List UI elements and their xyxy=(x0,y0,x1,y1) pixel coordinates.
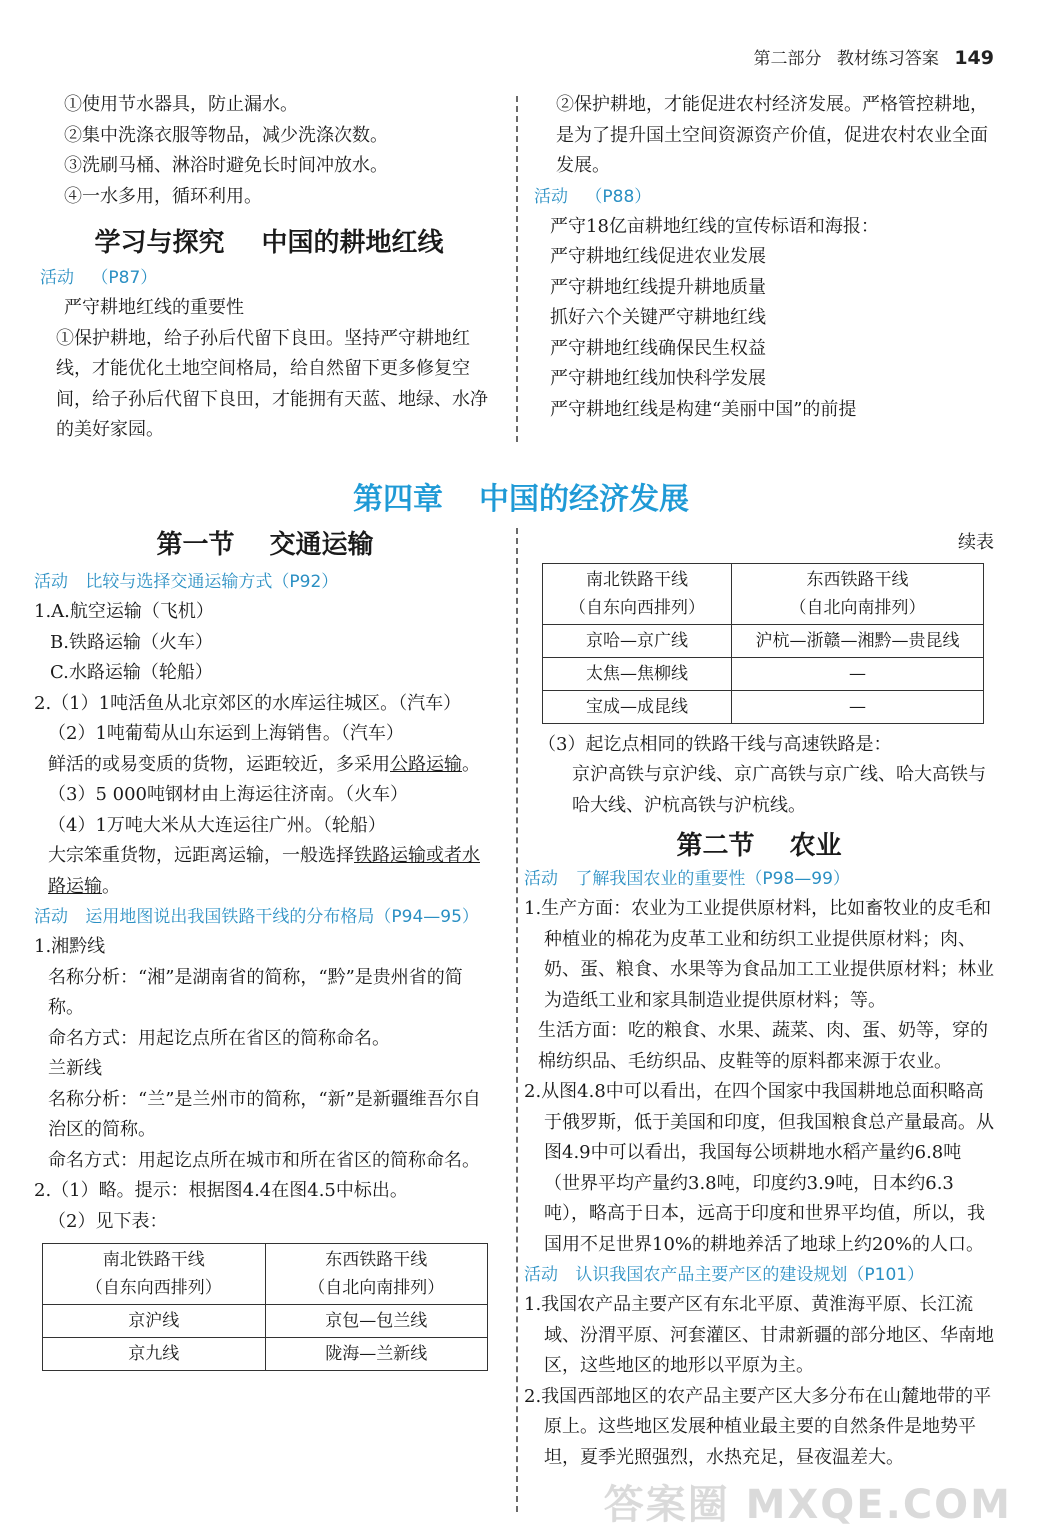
top-left-column xyxy=(40,90,498,446)
answer-line: 命名方式：用起讫点所在城市和所在省区的简称命名。 xyxy=(48,1149,480,1171)
table-cell: 京沪线 xyxy=(43,1305,266,1338)
table-header-row xyxy=(543,563,984,624)
table-cell: 宝成—成昆线 xyxy=(543,690,732,723)
table-cell: 沪杭—浙赣—湘黔—贵昆线 xyxy=(732,624,984,657)
paragraph: ①保护耕地，给子孙后代留下良田。坚持严守耕地红线，才能优化土地空间格局，给自然留下更多修复空间，给子孙后代留下良田，才能拥有天蓝、地绿、水净的美好家园。 xyxy=(56,327,488,440)
header-line: （自北向南排列） xyxy=(308,1278,445,1298)
subtitle: 严守耕地红线的重要性 xyxy=(64,297,244,318)
activity-tag: 活动 xyxy=(524,1265,558,1285)
table-header xyxy=(43,1244,266,1305)
chapter-number: 第四章 xyxy=(353,482,443,517)
table-cell: — xyxy=(732,657,984,690)
note-key: 公路运输 xyxy=(390,753,462,775)
activity-tag: 活动 xyxy=(534,186,568,207)
watermark-logo: 答案圈 MXQE.COM xyxy=(603,1482,1012,1528)
activity-tag: 活动 xyxy=(34,907,68,927)
activity-label xyxy=(524,864,994,894)
activity-label xyxy=(34,902,496,932)
slogan: 严守耕地红线促进农业发展 xyxy=(550,246,766,267)
activity-tag: 活动 xyxy=(34,572,68,592)
activity-title: 比较与选择交通运输方式（P92） xyxy=(85,572,339,592)
header-line: 东西铁路干线 xyxy=(806,569,909,590)
section-heading xyxy=(40,222,498,259)
note-end: 。 xyxy=(462,753,480,775)
header-line: 南北铁路干线 xyxy=(586,569,688,590)
list-item: ①使用节水器具，防止漏水。 xyxy=(64,94,298,115)
answer-line: 名称分析：“兰”是兰州市的简称，“新”是新疆维吾尔自治区的简称。 xyxy=(48,1088,481,1140)
railway-table-continued xyxy=(542,563,984,724)
slogan: 严守耕地红线是构建“美丽中国”的前提 xyxy=(550,398,857,420)
table-header-row xyxy=(43,1244,488,1305)
answer-line: C.水路运输（轮船） xyxy=(50,662,213,683)
answer-line: B.铁路运输（火车） xyxy=(50,631,213,653)
page-header xyxy=(754,44,994,69)
header-line: （自东向西排列） xyxy=(569,597,705,618)
section-heading xyxy=(524,825,994,862)
column-divider xyxy=(516,528,518,1512)
activity-ref: （P88） xyxy=(585,186,652,207)
slogan: 严守18亿亩耕地红线的宣传标语和海报： xyxy=(550,215,879,237)
activity-label xyxy=(40,263,498,293)
continued-label: 续表 xyxy=(958,532,994,553)
part-label: 第二部分 xyxy=(753,49,822,69)
header-line: （自东向西排列） xyxy=(85,1278,222,1298)
activity-title: 了解我国农业的重要性（P98—99） xyxy=(575,869,850,889)
answer-line: 1.湘黔线 xyxy=(34,936,106,957)
table-header xyxy=(732,563,984,624)
chapter-title xyxy=(0,474,1042,518)
column-divider xyxy=(516,96,518,442)
answer-line: 1.我国农产品主要产区有东北平原、黄淮海平原、长江流域、汾渭平原、河套灌区、甘肃新疆的部分地区、华南地区，这些地区的地形以平原为主。 xyxy=(524,1294,994,1376)
section-number: 第一节 xyxy=(156,530,235,560)
activity-tag: 活动 xyxy=(40,268,74,288)
answer-line: 兰新线 xyxy=(48,1058,102,1079)
section-number: 第二节 xyxy=(676,831,755,861)
answer-line: 2.（1）略。提示：根据图4.4在图4.5中标出。 xyxy=(34,1180,408,1201)
activity-label xyxy=(534,182,994,212)
right-column xyxy=(524,528,994,1473)
answer-line: （2）见下表： xyxy=(48,1210,168,1232)
section-name: 交通运输 xyxy=(269,530,374,560)
chapter-name: 中国的经济发展 xyxy=(479,482,689,517)
activity-label xyxy=(34,567,496,597)
answer-note xyxy=(34,750,496,781)
activity-title: 认识我国农产品主要产区的建设规划（P101） xyxy=(575,1265,925,1285)
table-cell: 太焦—焦柳线 xyxy=(543,657,732,690)
note-text: 大宗笨重货物，远距离运输，一般选择 xyxy=(48,845,354,866)
slogan: 严守耕地红线提升耕地质量 xyxy=(550,276,766,298)
table-header xyxy=(543,563,732,624)
list-item: ④一水多用，循环利用。 xyxy=(64,185,262,207)
answer-line: （4）1万吨大米从大连运往广州。（轮船） xyxy=(48,814,386,836)
heading-part-b: 中国的耕地红线 xyxy=(261,228,444,258)
answer-line: （3）起讫点相同的铁路干线与高速铁路是： xyxy=(538,733,892,755)
answer-line: （2）1吨葡萄从山东运到上海销售。（汽车） xyxy=(48,723,404,744)
slogan: 严守耕地红线确保民生权益 xyxy=(550,337,766,359)
activity-label xyxy=(524,1260,994,1290)
table-row xyxy=(543,690,984,723)
table-header xyxy=(265,1244,488,1305)
answer-line: 1.生产方面：农业为工业提供原材料，比如畜牧业的皮毛和种植业的棉花为皮革工业和纺织工业提供原材料；肉、奶、蛋、粮食、水果等为食品加工工业提供原材料；林业为造纸工业和家具制造业提供原材料；等。 xyxy=(524,898,994,1011)
section-heading xyxy=(34,524,496,561)
list-item: ②集中洗涤衣服等物品，减少洗涤次数。 xyxy=(64,124,388,146)
page-number: 149 xyxy=(954,47,994,69)
header-title: 教材练习答案 xyxy=(836,49,939,69)
answer-line: 生活方面：吃的粮食、水果、蔬菜、肉、蛋、奶等，穿的棉纺织品、毛纺织品、皮鞋等的原料都来源于农业。 xyxy=(538,1020,988,1072)
answer-line: 名称分析：“湘”是湖南省的简称，“黔”是贵州省的简称。 xyxy=(48,966,463,1018)
table-row xyxy=(43,1305,488,1338)
answer-line: （3）5 000吨钢材由上海运往济南。（火车） xyxy=(48,784,408,805)
note-key: 铁路运输或者水路运输 xyxy=(48,845,480,897)
table-cell: 京九线 xyxy=(43,1338,266,1371)
answer-line: 2.（1）1吨活鱼从北京郊区的水库运往城区。（汽车） xyxy=(34,692,462,714)
answer-line: 1.A.航空运输（飞机） xyxy=(34,601,214,622)
railway-table xyxy=(42,1243,488,1371)
header-line: 南北铁路干线 xyxy=(102,1250,205,1270)
note-end: 。 xyxy=(102,875,120,897)
note-text: 鲜活的或易变质的货物，运距较近，多采用 xyxy=(48,753,390,775)
paragraph: ②保护耕地，才能促进农村经济发展。严格管控耕地，是为了提升国土空间资源资产价值，促进农村农业全面发展。 xyxy=(556,94,988,176)
slogan: 严守耕地红线加快科学发展 xyxy=(550,368,766,389)
answer-line: 京沪高铁与京沪线、京广高铁与京广线、哈大高铁与哈大线、沪杭高铁与沪杭线。 xyxy=(572,764,986,816)
activity-tag: 活动 xyxy=(524,869,558,889)
list-item: ③洗刷马桶、淋浴时避免长时间冲放水。 xyxy=(64,155,388,176)
activity-ref: （P87） xyxy=(91,268,158,288)
answer-line: 2.从图4.8中可以看出，在四个国家中我国耕地总面积略高于俄罗斯，低于美国和印度，但我国粮食总产量最高。从图4.9中可以看出，我国每公顷耕地水稻产量约6.8吨（世界平均产量约3.8吨，印度约3.9吨，日本约6.3吨），略高于日本，远高于印度和世界平均值，所以，我国用不足世界10%的耕地养活了地球上约20%的人口。 xyxy=(524,1081,994,1255)
slogan: 抓好六个关键严守耕地红线 xyxy=(550,307,766,328)
table-row xyxy=(43,1338,488,1371)
heading-part-a: 学习与探究 xyxy=(94,228,225,258)
header-line: 东西铁路干线 xyxy=(325,1250,428,1270)
answer-line: 2.我国西部地区的农产品主要产区大多分布在山麓地带的平原上。这些地区发展种植业最主要的自然条件是地势平坦，夏季光照强烈，水热充足，昼夜温差大。 xyxy=(524,1385,992,1468)
section-name: 农业 xyxy=(789,831,842,861)
top-right-column xyxy=(534,90,994,425)
table-cell: 陇海—兰新线 xyxy=(265,1338,488,1371)
table-cell: 京哈—京广线 xyxy=(543,624,732,657)
activity-title: 运用地图说出我国铁路干线的分布格局（P94—95） xyxy=(85,907,479,927)
table-cell: — xyxy=(732,690,984,723)
answer-line: 命名方式：用起讫点所在省区的简称命名。 xyxy=(48,1027,390,1049)
answer-note xyxy=(34,841,496,902)
table-row xyxy=(543,657,984,690)
table-cell: 京包—包兰线 xyxy=(265,1305,488,1338)
table-row xyxy=(543,624,984,657)
header-line: （自北向南排列） xyxy=(789,597,926,618)
left-column xyxy=(34,524,496,1371)
